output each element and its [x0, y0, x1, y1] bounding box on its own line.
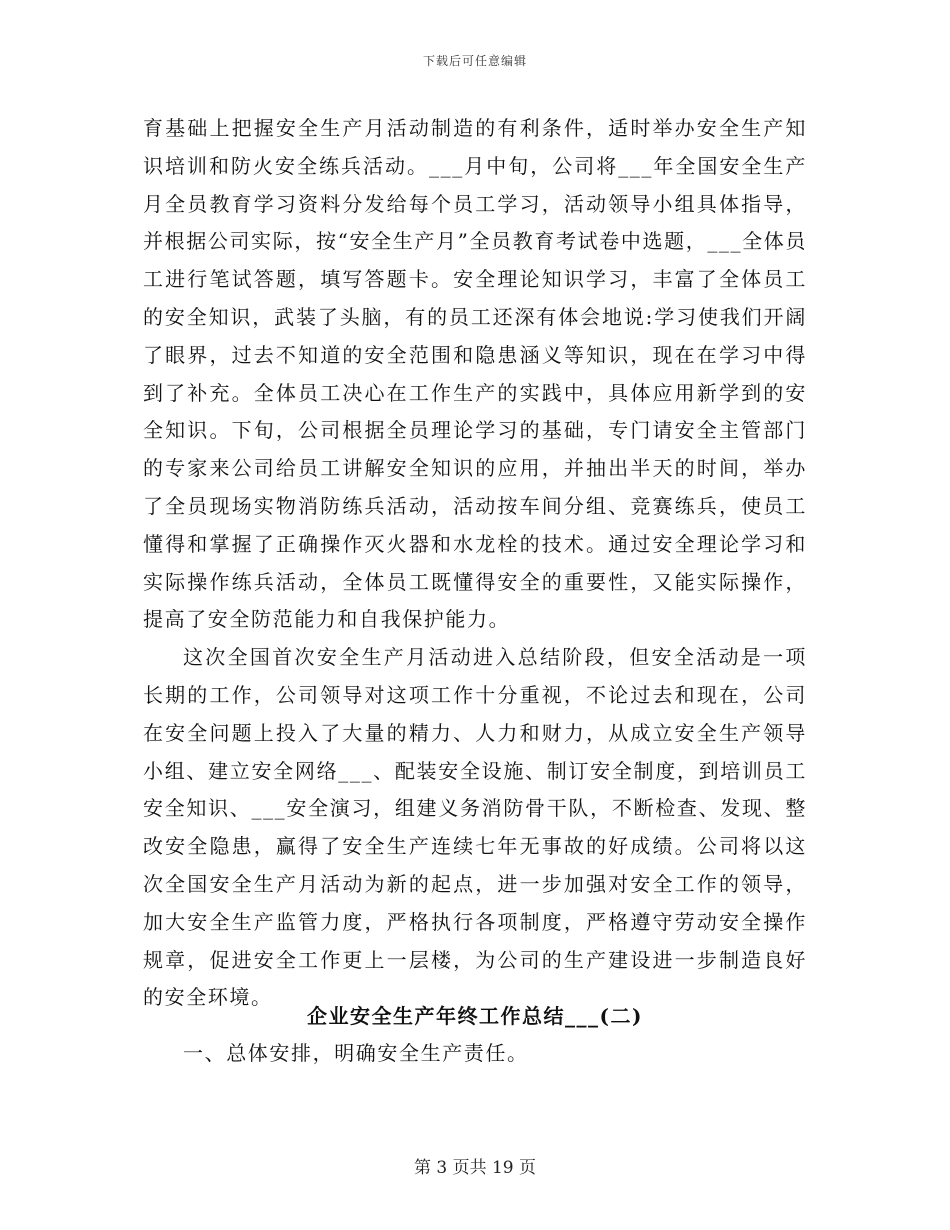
document-body	[143, 110, 807, 1017]
body-paragraph-1: 育基础上把握安全生产月活动制造的有利条件，适时举办安全生产知识培训和防火安全练兵活动。___月中旬，公司将___年全国安全生产月全员教育学习资料分发给每个员工学习，活动领导小组具体指导，并根据公司实际，按“安全生产月”全员教育考试卷中选题，___全体员工进行笔试答题，填写答题卡。安全理论知识学习，丰富了全体员工的安全知识，武装了头脑，有的员工还深有体会地说:学习使我们开阔了眼界，过去不知道的安全范围和隐患涵义等知识，现在在学习中得到了补充。全体员工决心在工作生产的实践中，具体应用新学到的安全知识。下旬，公司根据全员理论学习的基础，专门请安全主管部门的专家来公司给员工讲解安全知识的应用，并抽出半天的时间，举办了全员现场实物消防练兵活动，活动按车间分组、竞赛练兵，使员工懂得和掌握了正确操作灭火器和水龙栓的技术。通过安全理论学习和实际操作练兵活动，全体员工既懂得安全的重要性，又能实际操作，提高了安全防范能力和自我保护能力。	[143, 116, 807, 632]
page-header-note: 下载后可任意编辑	[422, 54, 527, 68]
page-number-footer: 第 3 页共 19 页	[413, 1158, 537, 1178]
body-paragraph-2: 这次全国首次安全生产月活动进入总结阶段，但安全活动是一项长期的工作，公司领导对这项工作十分重视，不论过去和现在，公司在安全问题上投入了大量的精力、人力和财力，从成立安全生产领导小组、建立安全网络___、配装安全设施、制订安全制度，到培训员工安全知识、___安全演习，组建义务消防骨干队，不断检查、发现、整改安全隐患，赢得了安全生产连续七年无事故的好成绩。公司将以这次全国安全生产月活动为新的起点，进一步加强对安全工作的领导，加大安全生产监管力度，严格执行各项制度，严格遵守劳动安全操作规章，促进安全工作更上一层楼，为公司的生产建设进一步制造良好的安全环境。	[143, 645, 807, 1010]
section-heading: 企业安全生产年终工作总结___(二)	[307, 1004, 643, 1028]
section-subheading: 一、总体安排，明确安全生产责任。	[183, 1041, 529, 1065]
